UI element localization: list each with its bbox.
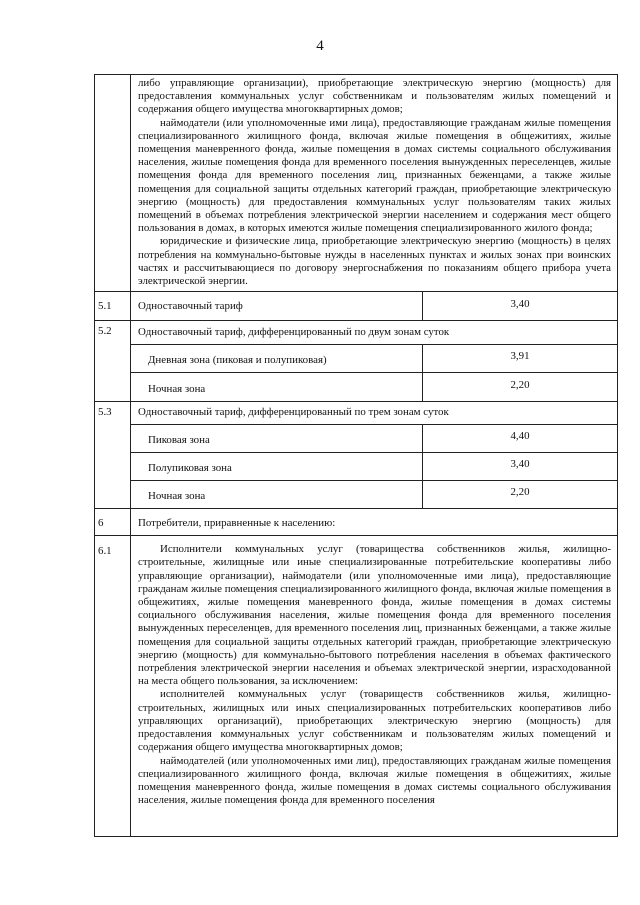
intro-paragraph-2: наймодатели (или уполномоченные ими лица), предоставляющие гражданам жилые помещения специализированного жилищного фонда, включая жилые помещения в общежитиях, жилые помещения маневренного фонда, жилые помещения в домах системы социального обслуживания населения, жилые помещения фонда для временного поселения вынужденных переселенцев, жилые помещения фонда для временного поселения лиц, признанных беженцами, а также жилые помещения для социальной защиты отдельных категорий граждан, приобретающие электрическую энергию (мощность) для предоставления коммунальных услуг пользователям таких жилых помещений в объемах потребления электрической энергии населением и содержания мест общего пользования в домах, в которых имеются жилые помещения специализированного жилого фонда; [138,116,612,235]
section-paragraph-1: Исполнители коммунальных услуг (товарищества собственников жилья, жилищно-строительные, жилищные или иные специализированные потребительские кооперативы либо управляющие организации), наймодатели (или уполномоченные ими лица), предоставляющие гражданам жилые помещения специализированного жилищного фонда, включая жилые помещения в общежитиях, жилые помещения маневренного фонда, жилые помещения в домах системы социального обслуживания населения, жилые помещения фонда для временного поселения вынужденных переселенцев, для временного поселения лиц, признанных беженцами, а также жилые помещения для социальной защиты отдельных категорий граждан, приобретающие электрическую энергию (мощность) для коммунально-бытового потребления населения в объемах фактического потребления электрической энергии населения и объемах электрической энергии, израсходованной на места общего пользования, за исключением: [138,543,612,688]
table-row-5-3-semipeak [95,453,618,481]
intro-paragraph-3: юридические и физические лица, приобретающие электрическую энергию (мощность) в целях потребления на коммунально-бытовые нужды в населенных пунктах и жилых зонах при воинских частях и рассчитывающиеся по договору энергоснабжения по показаниям общего прибора учета электрической энергии. [138,235,612,288]
table-row-6-1 [95,536,618,837]
zone-value: 2,20 [423,481,618,509]
zone-label: Ночная зона [131,481,423,509]
tariff-label: Одноставочный тариф, дифференцированный по трем зонам суток [131,402,618,425]
section-paragraph-2: исполнителей коммунальных услуг (товариществ собственников жилья, жилищно-строительных, жилищных или иных специализированных потребительских кооперативов либо управляющих организаций), приобретающих электрическую энергию (мощность) для предоставления коммунальных услуг собственникам и пользователям жилых помещений и содержания общего имущества многоквартирных домов; [138,688,612,754]
table-row-5-3-night [95,481,618,509]
table-row-intro [95,75,618,292]
table-row-5-1 [95,292,618,321]
zone-label: Пиковая зона [131,425,423,453]
table-row-5-2-night [95,373,618,402]
page-number: 4 [316,38,324,54]
zone-value: 3,91 [423,345,618,373]
table-row-5-3-peak [95,425,618,453]
row-number: 5.3 [95,402,131,509]
table-row-5-3 [95,402,618,425]
tariff-value: 3,40 [423,292,618,321]
row-number: 5.2 [95,321,131,402]
section-paragraph-3: наймодателей (или уполномоченных ими лиц), предоставляющих гражданам жилые помещения специализированного жилищного фонда, включая жилые помещения в общежитиях, жилые помещения маневренного фонда, жилые помещения в домах системы социального обслуживания населения, жилые помещения фонда для временного поселения [138,754,612,807]
table-row-5-2-day [95,345,618,373]
row-number-cell [95,75,131,292]
zone-label: Дневная зона (пиковая и полупиковая) [131,345,423,373]
tariff-table [94,74,618,837]
tariff-label: Одноставочный тариф [131,292,423,321]
zone-value: 2,20 [423,373,618,402]
zone-label: Ночная зона [131,373,423,402]
zone-value: 3,40 [423,453,618,481]
row-number: 5.1 [95,292,131,321]
intro-paragraph-1: либо управляющие организации), приобретающие электрическую энергию (мощность) для предоставления коммунальных услуг собственникам и пользователям жилых помещений и содержания общего имущества многоквартирных домов; [138,77,612,116]
row-number: 6.1 [95,536,131,837]
row-number: 6 [95,509,131,536]
zone-value: 4,40 [423,425,618,453]
table-row-6 [95,509,618,536]
section-label: Потребители, приравненные к населению: [131,509,618,536]
tariff-label: Одноставочный тариф, дифференцированный по двум зонам суток [131,321,618,345]
zone-label: Полупиковая зона [131,453,423,481]
table-row-5-2 [95,321,618,345]
intro-text-cell [131,75,618,292]
section-text-cell [131,536,618,837]
